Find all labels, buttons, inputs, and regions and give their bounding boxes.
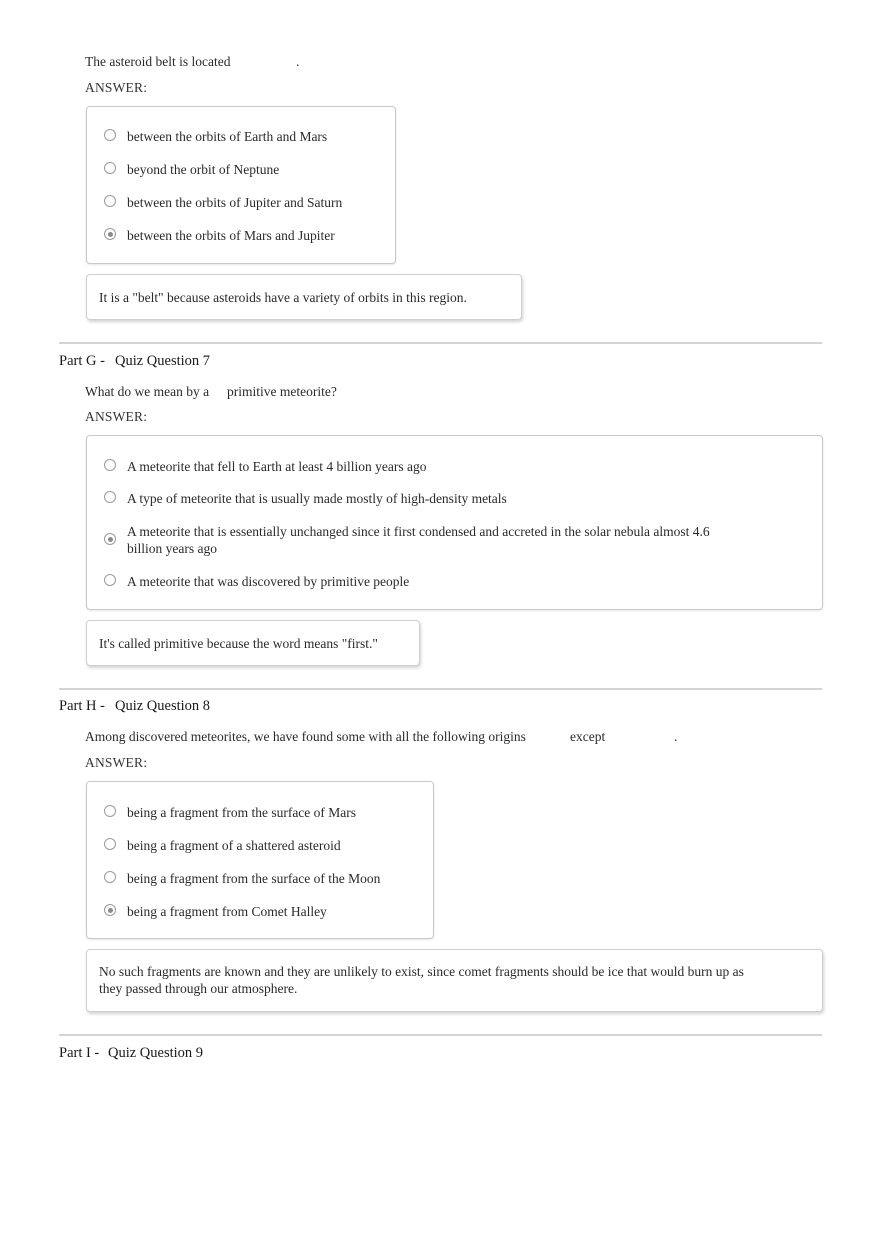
q6-options-box	[86, 106, 396, 264]
q7-option-1-label[interactable]: A meteorite that fell to Earth at least 4 billion years ago	[127, 459, 427, 474]
q7-option-1-radio[interactable]	[104, 459, 116, 471]
q7-option-3-label[interactable]: A meteorite that is essentially unchanged since it first condensed and accreted in the solar nebula almost 4.6 billion years ago	[127, 524, 710, 556]
q7-prompt-start: What do we mean by a	[85, 384, 210, 399]
q8-option-4-label[interactable]: being a fragment from Comet Halley	[127, 904, 327, 919]
q7-option-2-label[interactable]: A type of meteorite that is usually made mostly of high-density metals	[127, 491, 507, 506]
q9-part-label: Part I -	[59, 1045, 100, 1061]
q8-feedback-text: No such fragments are known and they are unlikely to exist, since comet fragments should be ice that would burn up as they passed through our atmosphere.	[99, 964, 744, 996]
q8-option-2-radio[interactable]	[104, 838, 116, 850]
q6-prompt-text: The asteroid belt is located	[85, 54, 231, 69]
q7-option-3-radio-selected[interactable]	[104, 533, 116, 545]
q6-feedback-box	[86, 274, 522, 320]
q8-prompt-end: .	[674, 729, 678, 744]
q6-answer-label: ANSWER:	[85, 80, 148, 95]
q8-part-label: Part H -	[59, 698, 105, 714]
q6-option-3-radio[interactable]	[104, 195, 116, 207]
q9-title: Quiz Question 9	[108, 1045, 204, 1061]
q7-option-2-radio[interactable]	[104, 491, 116, 503]
q6-option-4-label[interactable]: between the orbits of Mars and Jupiter	[127, 228, 335, 243]
q6-prompt	[85, 53, 230, 70]
q8-prompt-emph: except	[570, 729, 606, 744]
q8-options-box	[86, 781, 434, 939]
q8-option-3-radio[interactable]	[104, 871, 116, 883]
q8-prompt-start: Among discovered meteorites, we have found some with all the following origins	[85, 729, 526, 744]
q8-option-1-radio[interactable]	[104, 805, 116, 817]
q6-option-2-radio[interactable]	[104, 162, 116, 174]
q7-option-4-label[interactable]: A meteorite that was discovered by primitive people	[127, 574, 410, 589]
q8-title: Quiz Question 8	[115, 698, 211, 714]
q6-option-2-label[interactable]: beyond the orbit of Neptune	[127, 162, 280, 177]
section-divider	[59, 688, 822, 690]
q7-feedback-box	[86, 620, 420, 666]
q6-prompt-end: .	[296, 54, 300, 69]
q8-option-2-label[interactable]: being a fragment of a shattered asteroid	[127, 838, 341, 853]
q6-option-1-label[interactable]: between the orbits of Earth and Mars	[127, 129, 328, 144]
q7-prompt-emph: primitive meteorite?	[227, 384, 337, 399]
section-divider	[59, 1034, 822, 1036]
q6-option-3-label[interactable]: between the orbits of Jupiter and Saturn	[127, 195, 343, 210]
q7-answer-label: ANSWER:	[85, 409, 148, 424]
section-divider	[59, 342, 822, 344]
q6-option-1-radio[interactable]	[104, 129, 116, 141]
q6-option-4-radio-selected[interactable]	[104, 228, 116, 240]
q7-part-label: Part G -	[59, 353, 105, 369]
q8-feedback-box	[86, 949, 823, 1012]
q8-option-1-label[interactable]: being a fragment from the surface of Mars	[127, 805, 357, 820]
q8-answer-label: ANSWER:	[85, 755, 148, 770]
q8-option-3-label[interactable]: being a fragment from the surface of the Moon	[127, 871, 381, 886]
q6-feedback-text: It is a "belt" because asteroids have a variety of orbits in this region.	[99, 290, 467, 305]
q7-feedback-text: It's called primitive because the word means "first."	[99, 636, 378, 651]
q7-options-box	[86, 435, 823, 610]
q7-title: Quiz Question 7	[115, 353, 211, 369]
q7-option-4-radio[interactable]	[104, 574, 116, 586]
q8-option-4-radio-selected[interactable]	[104, 904, 116, 916]
